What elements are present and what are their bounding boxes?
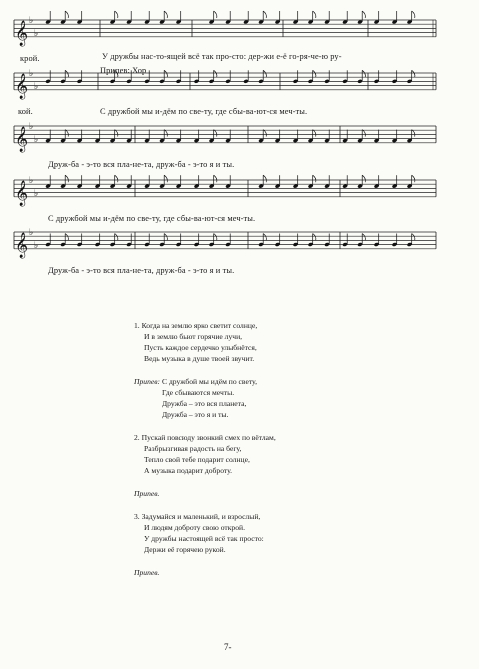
note-flag bbox=[412, 234, 415, 241]
treble-clef: 𝄞 bbox=[15, 20, 29, 46]
note-flag bbox=[214, 130, 217, 137]
note-flag bbox=[313, 11, 316, 18]
lyric-1-left: крой. bbox=[20, 54, 40, 63]
note-flag bbox=[164, 70, 167, 77]
lyric-2-left: кой. bbox=[18, 107, 33, 116]
note-flag bbox=[115, 175, 118, 182]
verse-line: У дружбы настоящей всё так просто: bbox=[144, 534, 264, 543]
refrain-line bbox=[134, 376, 276, 387]
flat-sign: ♭ bbox=[29, 122, 34, 132]
refrain-2 bbox=[134, 488, 276, 499]
note-flag bbox=[65, 70, 68, 77]
treble-clef: 𝄞 bbox=[15, 126, 29, 152]
flat-sign: ♭ bbox=[34, 241, 39, 251]
note-flag bbox=[362, 70, 365, 77]
refrain-1 bbox=[134, 376, 276, 420]
verses-block bbox=[134, 320, 276, 590]
note-flag bbox=[263, 175, 266, 182]
flat-sign: ♭ bbox=[29, 16, 34, 26]
note-flag bbox=[412, 70, 415, 77]
note-flag bbox=[263, 234, 266, 241]
verse-line: 1. Когда на землю ярко светит солнце, bbox=[134, 321, 258, 330]
section-label: Припев: Хор bbox=[100, 66, 147, 75]
note-flag bbox=[164, 175, 167, 182]
note-flag bbox=[115, 234, 118, 241]
note-flag bbox=[164, 130, 167, 137]
note-flag bbox=[115, 130, 118, 137]
verse-line: И в землю бьют горячие лучи, bbox=[144, 332, 243, 341]
verse-line: 2. Пускай повсюду звонкий смех по вётлам, bbox=[134, 433, 276, 442]
lyric-3: Друж-ба - э-то вся пла-не-та, друж-ба - э-то я и ты. bbox=[48, 160, 235, 169]
lyric-2-right: С дружбой мы и-дём по све-ту, где сбы-ва-ют-ся меч-ты. bbox=[100, 107, 308, 116]
refrain-label: Припев: bbox=[134, 377, 161, 386]
refrain-label: Припев. bbox=[134, 568, 160, 577]
note-flag bbox=[313, 70, 316, 77]
note-flag bbox=[214, 175, 217, 182]
flat-sign: ♭ bbox=[34, 189, 39, 199]
verse-line: А музыка подарит доброту. bbox=[144, 466, 233, 475]
note-flag bbox=[313, 175, 316, 182]
note-flag bbox=[412, 175, 415, 182]
refrain-line: Дружба – это я и ты. bbox=[162, 410, 229, 419]
note-flag bbox=[362, 11, 365, 18]
note-flag bbox=[263, 70, 266, 77]
refrain-line: Дружба – это вся планета, bbox=[162, 399, 247, 408]
note-flag bbox=[362, 234, 365, 241]
note-flag bbox=[65, 175, 68, 182]
note-flag bbox=[362, 175, 365, 182]
note-flag bbox=[214, 234, 217, 241]
note-flag bbox=[164, 11, 167, 18]
refrain-line: Где сбываются мечты. bbox=[162, 388, 235, 397]
lyric-4: С дружбой мы и-дём по све-ту, где сбы-ва-ют-ся меч-ты. bbox=[48, 214, 256, 223]
note-flag bbox=[65, 130, 68, 137]
note-flag bbox=[214, 70, 217, 77]
verse-line: Держи её горячею рукой. bbox=[144, 545, 226, 554]
verse-line: И людям доброту свою открой. bbox=[144, 523, 245, 532]
verse-line: 3. Задумайся и маленький, и взрослый, bbox=[134, 512, 261, 521]
note-flag bbox=[412, 130, 415, 137]
verse-1 bbox=[134, 320, 276, 364]
note-flag bbox=[412, 11, 415, 18]
treble-clef: 𝄞 bbox=[15, 232, 29, 258]
note-flag bbox=[115, 11, 118, 18]
note-flag bbox=[214, 11, 217, 18]
flat-sign: ♭ bbox=[29, 228, 34, 238]
note-flag bbox=[263, 11, 266, 18]
lyric-5: Друж-ба - э-то вся пла-не-та, друж-ба - э-то я и ты. bbox=[48, 266, 235, 275]
refrain-label: Припев. bbox=[134, 489, 160, 498]
flat-sign: ♭ bbox=[29, 176, 34, 186]
treble-clef: 𝄞 bbox=[15, 73, 29, 99]
flat-sign: ♭ bbox=[34, 29, 39, 39]
note-flag bbox=[65, 234, 68, 241]
verse-line: Разбрызгивая радость на бегу, bbox=[144, 444, 242, 453]
verse-2 bbox=[134, 432, 276, 476]
flat-sign: ♭ bbox=[29, 69, 34, 79]
note-flag bbox=[65, 11, 68, 18]
verse-line: Пусть каждое сердечко улыбнётся, bbox=[144, 343, 257, 352]
verse-line: Тепло свой тебе подарит солнце, bbox=[144, 455, 250, 464]
page-number: 7- bbox=[224, 642, 232, 652]
note-flag bbox=[164, 234, 167, 241]
refrain-3 bbox=[134, 567, 276, 578]
verse-line: Ведь музыка в душе твоей звучит. bbox=[144, 354, 255, 363]
treble-clef: 𝄞 bbox=[15, 180, 29, 206]
note-flag bbox=[263, 130, 266, 137]
refrain-text: С дружбой мы идём по свету, bbox=[161, 377, 257, 386]
note-flag bbox=[313, 234, 316, 241]
flat-sign: ♭ bbox=[34, 82, 39, 92]
verse-3 bbox=[134, 511, 276, 555]
note-flag bbox=[362, 130, 365, 137]
lyric-1-right: У дружбы нас-то-ящей всё так про-сто: дер-жи е-ё го-ря-че-ю ру- bbox=[102, 52, 342, 61]
flat-sign: ♭ bbox=[34, 135, 39, 145]
note-flag bbox=[313, 130, 316, 137]
